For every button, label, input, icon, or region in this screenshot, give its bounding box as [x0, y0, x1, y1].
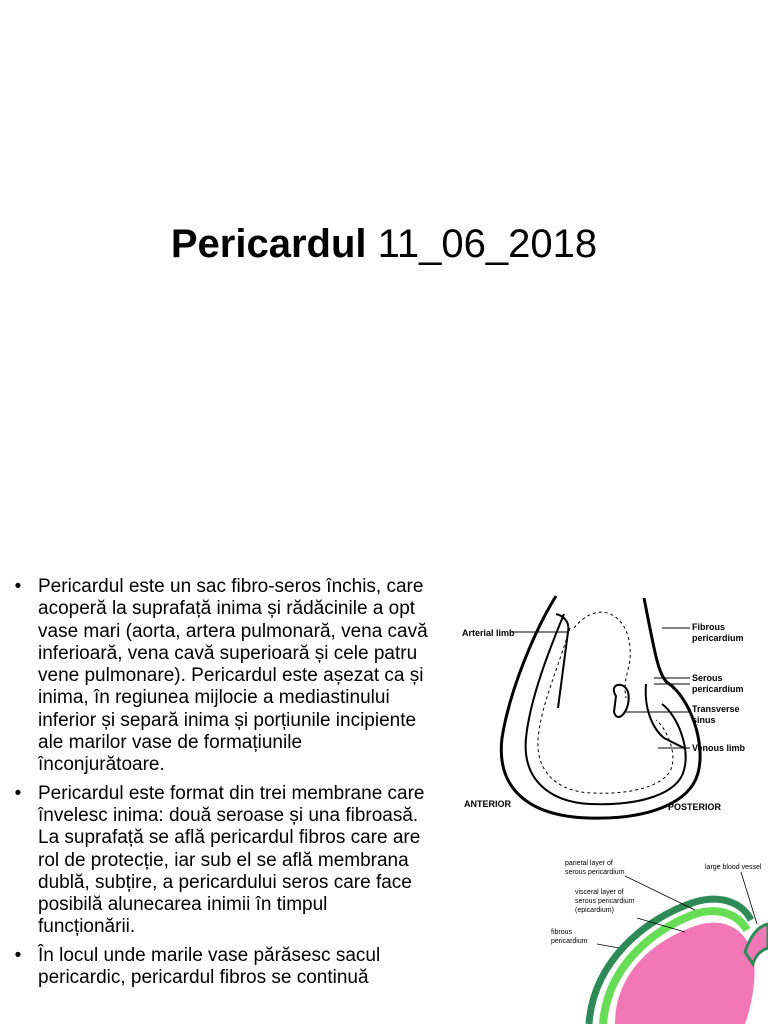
bullet-text: Pericardul este format din trei membrane care învelesc inima: două seroase și una fibroasă. La suprafață se află pericardul fibros care are rol de protecție, iar sub el se află membrana dublă, subțire, a pericardului seros care face posibilă alunecarea inimii în timpul funcționării. [38, 782, 425, 938]
label-visceral-3: (epicardium) [575, 907, 614, 914]
large-vessel [745, 924, 768, 964]
label-posterior: POSTERIOR [668, 802, 722, 812]
label-fibrous-b-1: fibrous [551, 929, 573, 936]
label-fibrous-b-2: pericardium [551, 938, 588, 945]
label-parietal-2: serous pericardium [565, 869, 625, 876]
label-sinus: sinus [692, 715, 716, 725]
label-anterior: ANTERIOR [464, 799, 511, 809]
label-large-vessel: large blood vessel [705, 864, 762, 871]
bullet-text: În locul unde marile vase părăsesc sacul pericardic, pericardul fibros se continuă [38, 944, 381, 989]
label-visceral-1: visceral layer of [575, 889, 624, 896]
slide-title [0, 218, 768, 270]
bullet-dot: • [14, 944, 22, 966]
serous-wall-inner [526, 614, 686, 804]
leader-fibrous-b [597, 944, 619, 948]
pericardial-cavity [538, 628, 673, 793]
label-parietal-1: parietal layer of [565, 860, 613, 867]
bullet-text: Pericardul este un sac fibro-seros închis, care acoperă la suprafață inima și rădăcinile a opt vase mari (aorta, artera pulmonară, vena cavă inferioară, vena cavă superioară și cele patru vene pulmonare). Pericardul este așezat ca și inima, în regiunea mijlocie a mediastinului inferior și separă inima și porțiunile incipiente ale marilor vase de formațiunile înconjurătoare. [38, 576, 428, 776]
bullet-item [8, 945, 428, 990]
label-pericardium-2: pericardium [692, 684, 744, 694]
label-fibrous: Fibrous [692, 622, 725, 632]
label-venous-limb: Venous limb [692, 743, 746, 753]
title-date: 11_06_2018 [377, 222, 598, 266]
title-main: Pericardul [170, 222, 367, 266]
label-transverse: Transverse [692, 704, 740, 714]
label-serous: Serous [692, 673, 723, 683]
label-pericardium-1: pericardium [692, 633, 744, 643]
pericardium-diagram [458, 588, 768, 824]
pericardium-layers-diagram [545, 852, 768, 1024]
bullet-item [8, 576, 428, 777]
bullet-list [8, 576, 428, 995]
bullet-item [8, 783, 428, 939]
bullet-dot: • [14, 576, 22, 597]
bullet-dot: • [14, 782, 22, 804]
leader-parietal [625, 876, 695, 910]
label-visceral-2: serous pericardium [575, 898, 635, 905]
label-arterial-limb: Arterial limb [462, 628, 515, 638]
